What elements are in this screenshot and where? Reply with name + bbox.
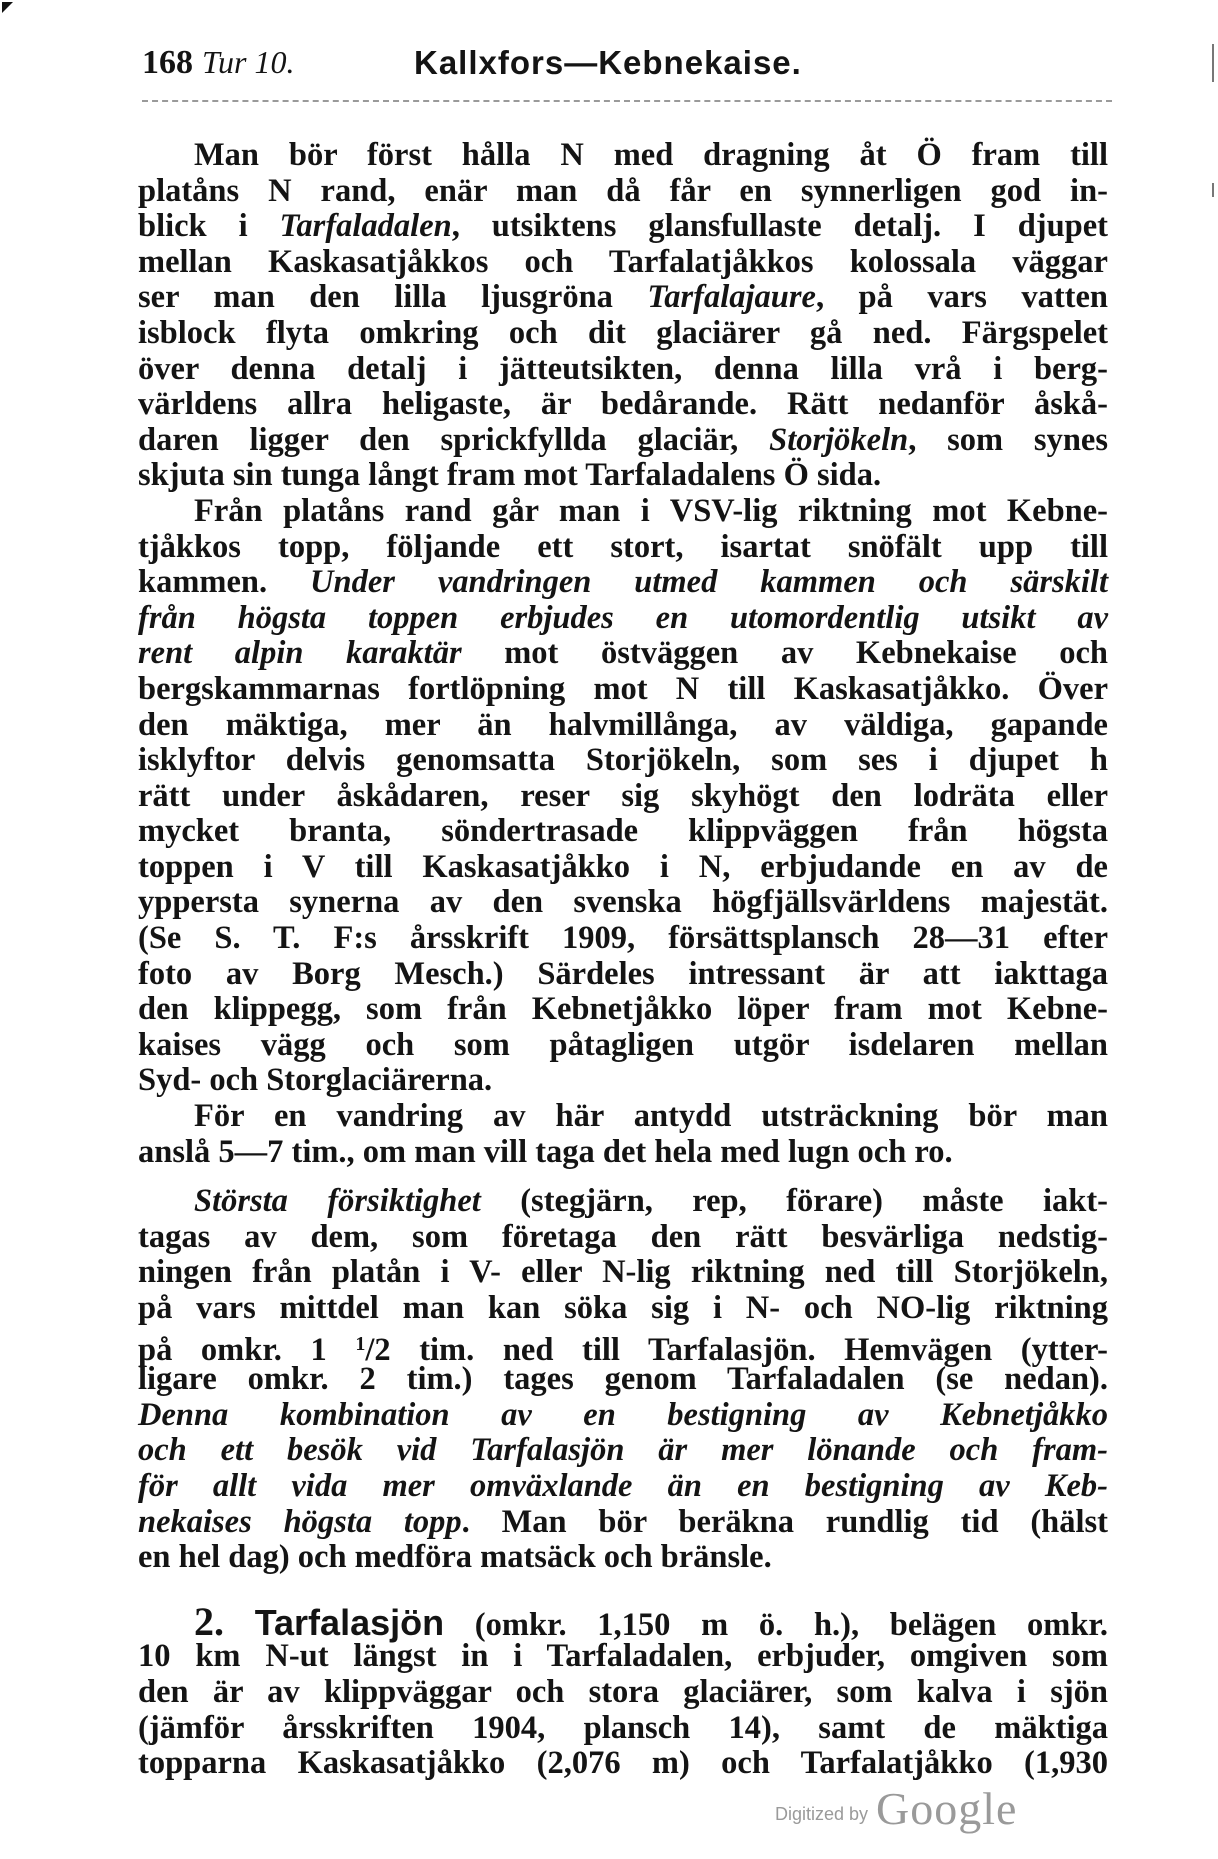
page-body: [138, 138, 1108, 1782]
text-line: [138, 1291, 1108, 1327]
line-text-after: , utsiktens glansfullaste detalj. I djupet: [451, 208, 1108, 245]
text-line: [138, 672, 1108, 708]
line-text: ser man den lilla ljusgröna: [138, 279, 648, 316]
line-text-after: mot östväggen av Kebnekaise och: [461, 635, 1109, 672]
line-text: ningen från platån i V- eller N-lig riktning ned till Storjökeln,: [138, 1254, 1108, 1291]
line-text-after: . Man bör beräkna rundlig tid (hälst: [461, 1503, 1108, 1540]
text-line: [138, 1184, 1108, 1220]
line-text: världens allra heligaste, är bedårande. Rätt nedanför åskå-: [138, 386, 1108, 423]
section-heading-line: [138, 1598, 1108, 1644]
watermark-brand: Google: [876, 1783, 1018, 1834]
emphasized-text: Under vandringen utmed kammen och särskilt: [310, 564, 1108, 601]
line-text: daren ligger den sprickfyllda glaciär,: [138, 421, 770, 458]
text-line: [138, 458, 1108, 494]
text-line: [138, 174, 1108, 210]
text-line: [138, 885, 1108, 921]
line-text: kammen.: [138, 564, 311, 601]
line-text: blick i: [138, 208, 280, 245]
text-line: [138, 1099, 1108, 1135]
scan-edge-mark: [1212, 183, 1214, 197]
emphasized-text: rent alpin karaktär: [138, 635, 462, 672]
text-line: den är av klippväggar och stora glaciärer, som kalva i sjön: [138, 1673, 1108, 1710]
text-line: [138, 1398, 1108, 1434]
line-text: tjåkkos topp, följande ett stort, isartat snöfält upp till: [138, 528, 1108, 565]
text-line: [138, 209, 1108, 245]
text-line: [138, 992, 1108, 1028]
emphasized-text: Denna kombination av en bestigning av Kebnetjåkko: [138, 1396, 1108, 1433]
scan-edge-mark: [1212, 44, 1214, 82]
text-line: [138, 1362, 1108, 1398]
text-line: (jämför årsskriften 1904, plansch 14), samt de mäktiga: [138, 1709, 1108, 1746]
line-text: (Se S. T. F:s årsskrift 1909, försättsplansch 28—31 efter: [138, 920, 1108, 957]
line-text: ligare omkr. 2 tim.) tages genom Tarfaladalen (se nedan).: [138, 1361, 1108, 1398]
line-text: tagas av dem, som företaga den rätt besvärliga nedstig-: [138, 1218, 1108, 1255]
text-line: [138, 245, 1108, 281]
line-text: kaises vägg och som påtagligen utgör isdelaren mellan: [138, 1026, 1108, 1063]
line-text: på omkr. 1: [138, 1331, 356, 1368]
line-text: platåns N rand, enär man då får en synnerligen god in-: [138, 172, 1108, 209]
text-line: [138, 1255, 1108, 1291]
line-text: rätt under åskådaren, reser sig skyhögt den lodräta eller: [138, 777, 1108, 814]
text-line: [138, 1433, 1108, 1469]
line-text: Syd- och Storglaciärerna.: [138, 1062, 493, 1099]
line-text: För en vandring av här antydd utsträckning bör man: [194, 1098, 1108, 1135]
line-text: bergskammarnas fortlöpning mot N till Kaskasatjåkko. Över: [138, 670, 1108, 707]
text-line: [138, 138, 1108, 174]
emphasized-text: nekaises högsta topp: [138, 1503, 462, 1540]
line-text: toppen i V till Kaskasatjåkko i N, erbjudande en av de: [138, 848, 1108, 885]
header-title: Kallxfors—Kebnekaise.: [414, 44, 802, 81]
page-number: 168: [142, 44, 193, 81]
text-line: [138, 708, 1108, 744]
text-line: [138, 352, 1108, 388]
line-text: foto av Borg Mesch.) Särdeles intressant är att iakttaga: [138, 955, 1108, 992]
emphasized-text: för allt vida mer omväxlande än en bestigning av Keb-: [138, 1467, 1108, 1504]
line-text: den klippegg, som från Kebnetjåkko löper fram mot Kebne-: [138, 991, 1108, 1028]
fraction-numerator: 1: [355, 1332, 366, 1355]
text-line: [138, 1327, 1108, 1368]
line-text: Från platåns rand går man i VSV-lig riktning mot Kebne-: [194, 492, 1108, 529]
line-text: isklyftor delvis genomsatta Storjökeln, som ses i djupet h: [138, 742, 1108, 779]
line-text-after: /2 tim. ned till Tarfalasjön. Hemvägen (ytter-: [365, 1331, 1108, 1368]
text-line: [138, 850, 1108, 886]
text-line: [138, 743, 1108, 779]
line-text: mellan Kaskasatjåkkos och Tarfalatjåkkos kolossala väggar: [138, 243, 1108, 280]
text-line: [138, 387, 1108, 423]
text-line: [138, 565, 1108, 601]
emphasized-text: Storjökeln: [769, 421, 909, 458]
text-line: [138, 423, 1108, 459]
emphasized-text: Tarfalajaure: [647, 279, 816, 316]
text-line: [138, 636, 1108, 672]
text-line: [138, 921, 1108, 957]
text-line: topparna Kaskasatjåkko (2,076 m) och Tarfalatjåkko (1,930: [138, 1745, 1108, 1782]
text-line: [138, 280, 1108, 316]
line-text: Man bör först hålla N med dragning åt Ö fram till: [194, 137, 1108, 173]
section-number: 2.: [194, 1598, 224, 1644]
text-line: [138, 316, 1108, 352]
text-line: [138, 1135, 1108, 1171]
line-text: på vars mittdel man kan söka sig i N- och NO-lig riktning: [138, 1290, 1108, 1326]
section-name: Tarfalasjön: [254, 1601, 445, 1643]
line-text: mycket branta, söndertrasade klippväggen från högsta: [138, 813, 1108, 850]
text-line: [138, 1028, 1108, 1064]
scan-corner-mark: [2, 2, 13, 13]
line-text: yppersta synerna av den svenska högfjällsvärldens majestät.: [138, 884, 1108, 921]
text-line: [138, 957, 1108, 993]
text-line: [138, 1063, 1108, 1099]
line-text-after: , på vars vatten: [815, 279, 1109, 316]
text-line: [138, 1469, 1108, 1505]
emphasized-text: från högsta toppen erbjudes en utomordentlig utsikt av: [138, 599, 1108, 636]
line-text: en hel dag) och medföra matsäck och bränsle.: [138, 1539, 772, 1576]
text-line: 10 km N-ut längst in i Tarfaladalen, erbjuder, omgiven som: [138, 1638, 1108, 1675]
line-text: isblock flyta omkring och dit glaciärer gå ned. Färgspelet: [138, 314, 1108, 351]
text-line: [138, 779, 1108, 815]
header-rule: [142, 100, 1112, 102]
text-line: [138, 1505, 1108, 1541]
text-line: [138, 1540, 1108, 1576]
text-line: [138, 601, 1108, 637]
text-line: [138, 1220, 1108, 1256]
emphasized-text: Tarfaladalen: [279, 208, 452, 245]
line-text: skjuta sin tunga långt fram mot Tarfaladalens Ö sida.: [138, 457, 882, 494]
text-line: [138, 814, 1108, 850]
running-header: [142, 44, 1132, 88]
line-text-after: , som synes: [908, 421, 1108, 458]
line-text: anslå 5—7 tim., om man vill taga det hela med lugn och ro.: [138, 1133, 953, 1170]
text-line: [138, 530, 1108, 566]
emphasized-text: Största försiktighet: [194, 1183, 481, 1220]
watermark-prefix: Digitized by: [775, 1804, 869, 1824]
emphasized-text: och ett besök vid Tarfalasjön är mer lönande och fram-: [138, 1432, 1108, 1469]
text-line: [138, 494, 1108, 530]
line-text: den mäktiga, mer än halvmillånga, av väldiga, gapande: [138, 706, 1108, 743]
line-text-after: (stegjärn, rep, förare) måste iakt-: [480, 1183, 1109, 1220]
line-text: (omkr. 1,150 m ö. h.), belägen omkr.: [444, 1606, 1108, 1643]
tour-label: Tur 10.: [202, 44, 295, 80]
digitized-watermark: [775, 1782, 1017, 1832]
line-text: över denna detalj i jätteutsikten, denna lilla vrå i berg-: [138, 350, 1108, 387]
